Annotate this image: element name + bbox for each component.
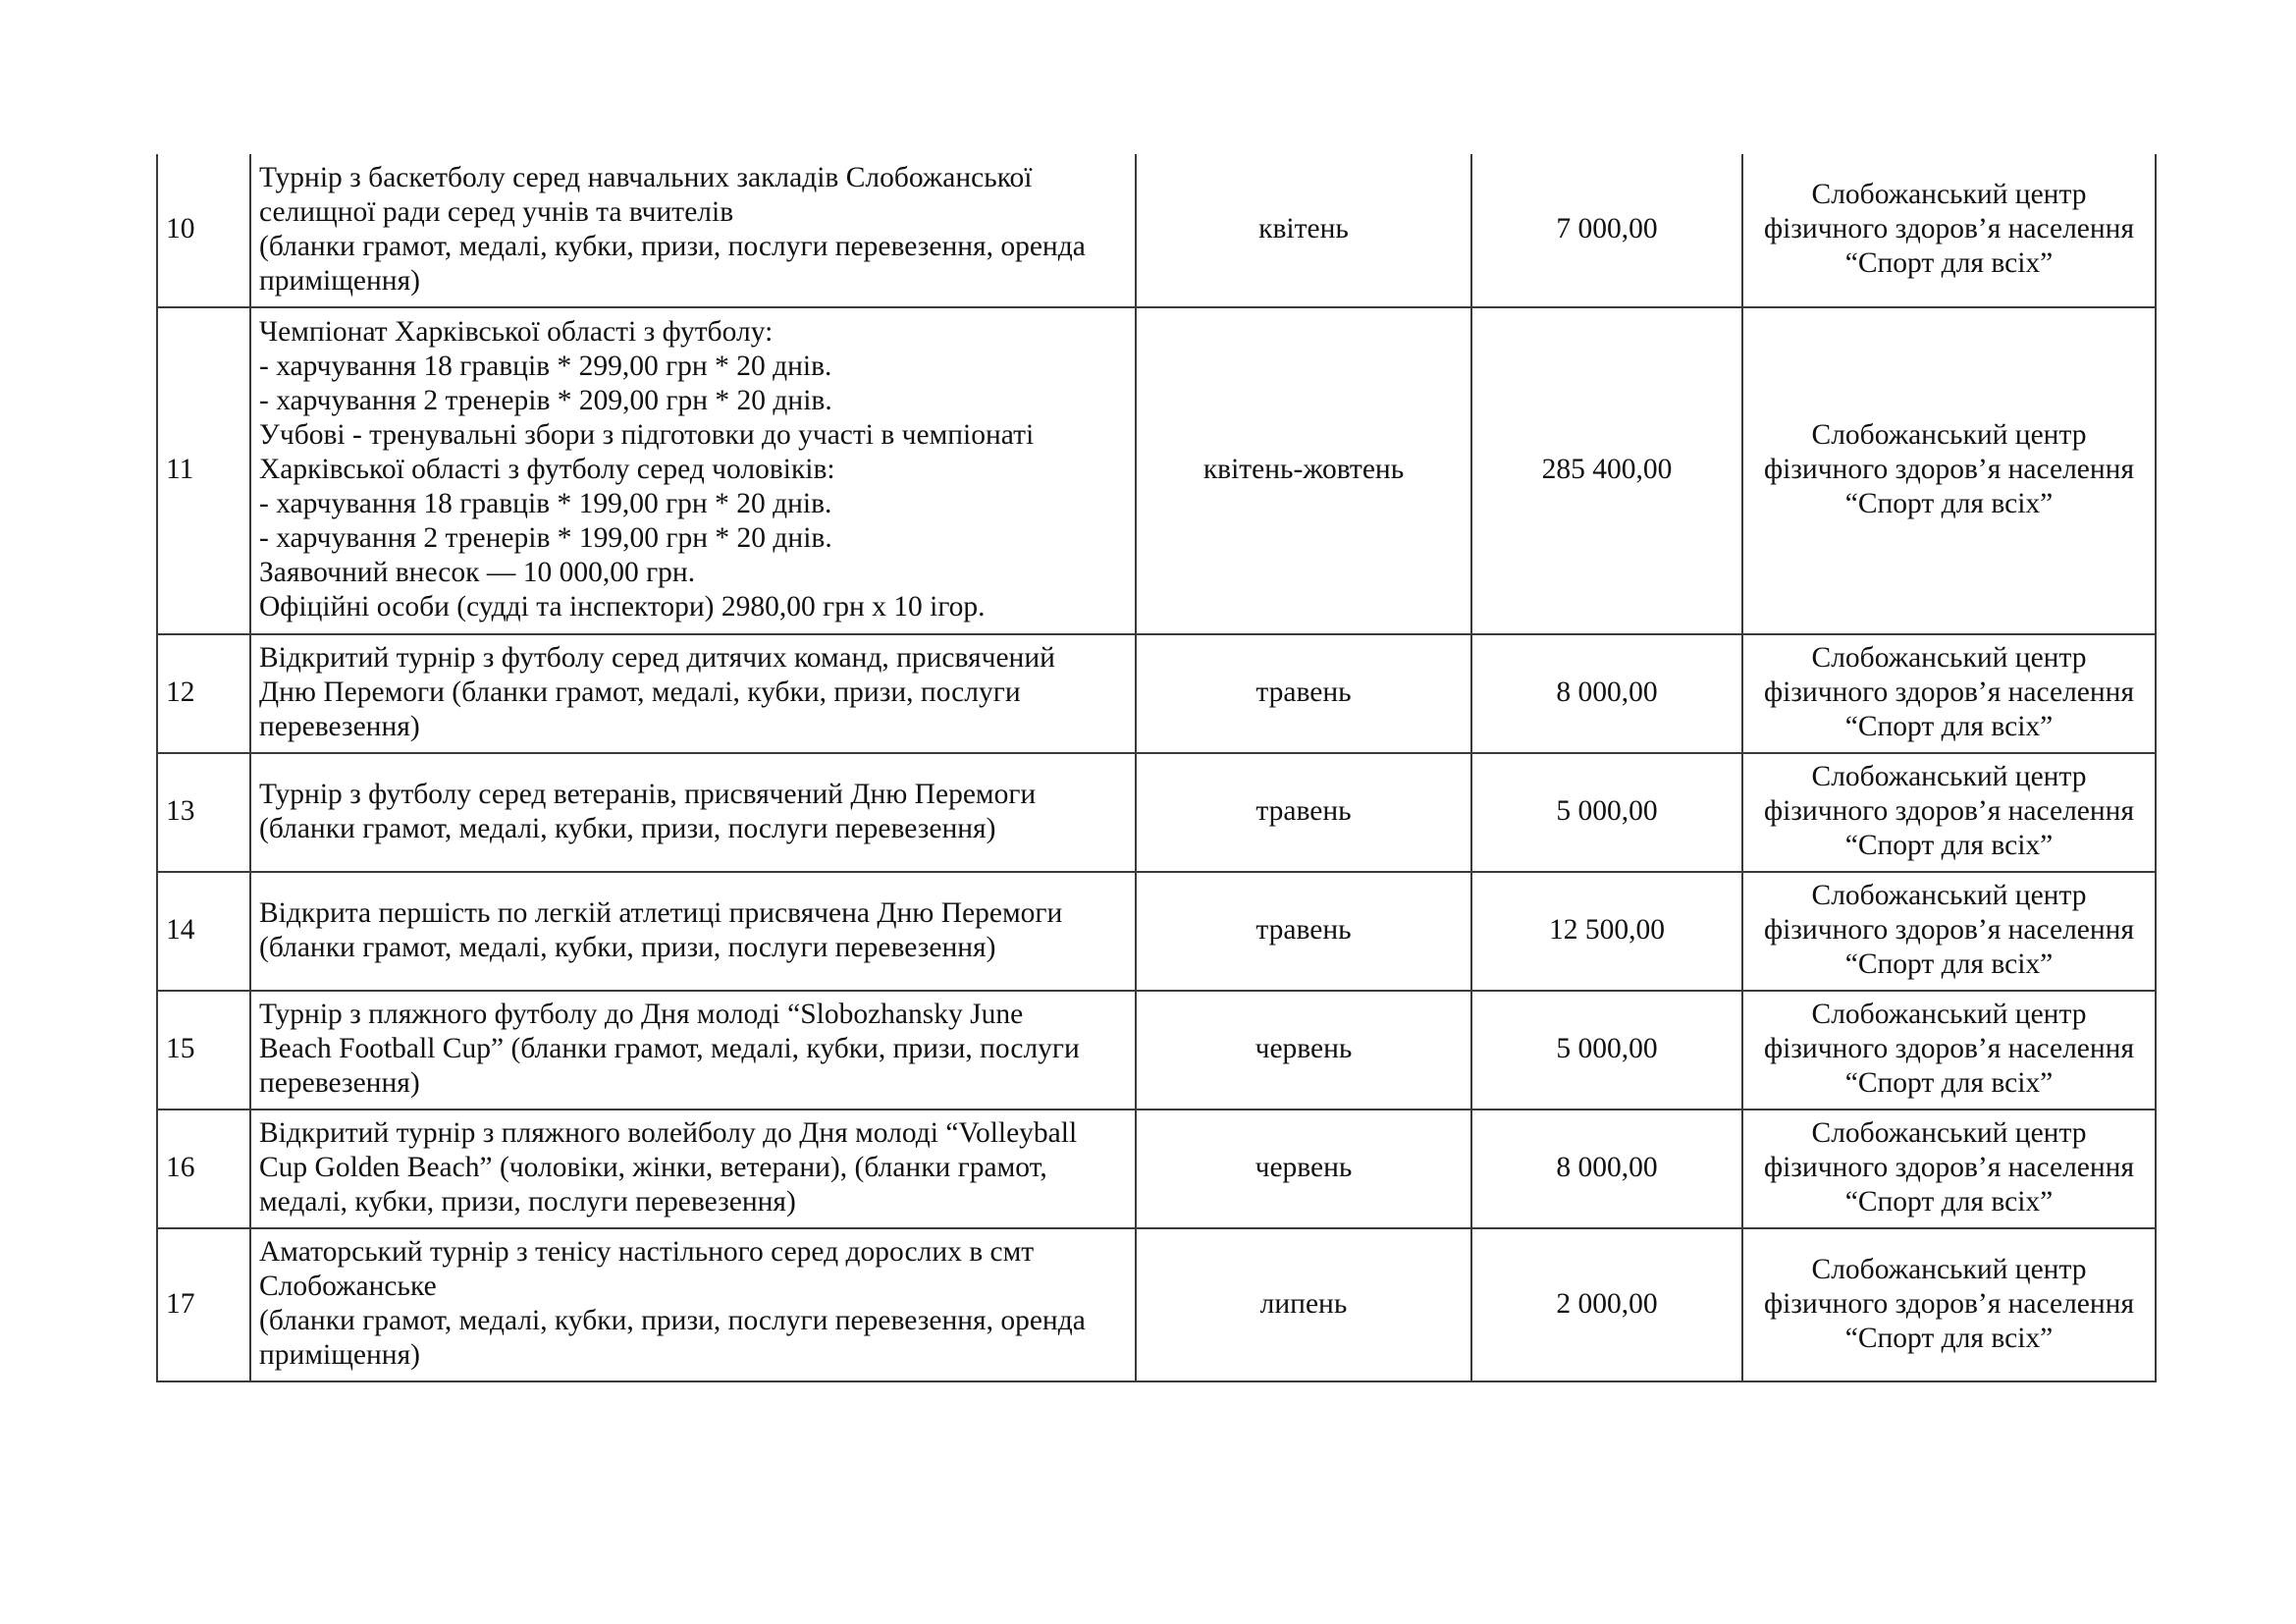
cell-line: Харківської області з футболу серед чоловіків:: [259, 454, 835, 485]
event-month: квітень: [1136, 154, 1471, 307]
event-month: травень: [1136, 872, 1471, 991]
event-amount: 8 000,00: [1471, 634, 1742, 753]
cell-line: Аматорський турнір з тенісу настільного серед дорослих в смт: [259, 1236, 1035, 1268]
cell-line: Слобожанський центр: [1811, 1117, 2087, 1149]
cell-line: - харчування 18 гравців * 199,00 грн * 20 днів.: [259, 488, 832, 519]
event-description: [250, 154, 1136, 307]
cell-line: приміщення): [259, 1339, 420, 1371]
row-number: 16: [157, 1110, 250, 1228]
cell-line: фізичного здоров’я населення: [1763, 677, 2135, 708]
cell-line: Beach Football Cup” (бланки грамот, медалі, кубки, призи, послуги: [259, 1033, 1080, 1064]
event-organizer: [1742, 154, 2156, 307]
table-row: [157, 307, 2156, 634]
events-table: [156, 154, 2157, 1382]
event-description: [250, 1110, 1136, 1228]
event-organizer: [1742, 872, 2156, 991]
cell-line: Заявочний внесок — 10 000,00 грн.: [259, 557, 696, 588]
cell-line: Слобожанський центр: [1811, 880, 2087, 911]
cell-line: Слобожанський центр: [1811, 642, 2087, 674]
row-number: 11: [157, 307, 250, 634]
row-number: 17: [157, 1228, 250, 1381]
event-amount: 2 000,00: [1471, 1228, 1742, 1381]
cell-line: перевезення): [259, 711, 420, 742]
event-organizer: [1742, 1228, 2156, 1381]
cell-line: Турнір з пляжного футболу до Дня молоді “Slobozhansky June: [259, 999, 1024, 1030]
event-organizer: [1742, 1110, 2156, 1228]
table-row: [157, 1228, 2156, 1381]
cell-line: Відкритий турнір з пляжного волейболу до Дня молоді “Volleyball: [259, 1117, 1078, 1149]
event-description: [250, 307, 1136, 634]
cell-line: Чемпіонат Харківської області з футболу:: [259, 316, 774, 348]
event-organizer: [1742, 753, 2156, 872]
event-description: [250, 991, 1136, 1110]
table-row: [157, 1110, 2156, 1228]
event-month: червень: [1136, 991, 1471, 1110]
cell-line: - харчування 18 гравців * 299,00 грн * 20 днів.: [259, 351, 832, 382]
cell-line: Слобожанський центр: [1811, 419, 2087, 451]
event-description: [250, 872, 1136, 991]
cell-line: фізичного здоров’я населення: [1763, 213, 2135, 244]
row-number: 13: [157, 753, 250, 872]
cell-line: “Спорт для всіх”: [1844, 488, 2054, 519]
cell-line: “Спорт для всіх”: [1844, 1186, 2054, 1218]
cell-line: фізичного здоров’я населення: [1763, 795, 2135, 827]
row-number: 14: [157, 872, 250, 991]
event-month: травень: [1136, 753, 1471, 872]
event-amount: 5 000,00: [1471, 753, 1742, 872]
cell-line: Cup Golden Beach” (чоловіки, жінки, ветерани), (бланки грамот,: [259, 1152, 1047, 1183]
cell-line: Слобожанський центр: [1811, 761, 2087, 792]
event-amount: 12 500,00: [1471, 872, 1742, 991]
cell-line: Слобожанський центр: [1811, 999, 2087, 1030]
cell-line: медалі, кубки, призи, послуги перевезення): [259, 1186, 796, 1218]
event-organizer: [1742, 634, 2156, 753]
cell-line: Офіційні особи (судді та інспектори) 2980,00 грн х 10 ігор.: [259, 591, 986, 623]
cell-line: Турнір з футболу серед ветеранів, присвячений Дню Перемоги: [259, 778, 1037, 810]
cell-line: “Спорт для всіх”: [1844, 830, 2054, 861]
cell-line: (бланки грамот, медалі, кубки, призи, послуги перевезення, оренда: [259, 230, 1086, 262]
row-number: 12: [157, 634, 250, 753]
cell-line: “Спорт для всіх”: [1844, 247, 2054, 279]
cell-line: - харчування 2 тренерів * 199,00 грн * 20 днів.: [259, 522, 832, 554]
event-organizer: [1742, 307, 2156, 634]
event-amount: 8 000,00: [1471, 1110, 1742, 1228]
event-description: [250, 1228, 1136, 1381]
cell-line: селищної ради серед учнів та вчителів: [259, 195, 734, 228]
event-month: червень: [1136, 1110, 1471, 1228]
cell-line: Відкритий турнір з футболу серед дитячих команд, присвячений: [259, 642, 1055, 674]
cell-line: Учбові - тренувальні збори з підготовки до участі в чемпіонаті: [259, 419, 1035, 451]
cell-line: Слобожанський центр: [1811, 1253, 2087, 1285]
cell-line: Слобожанське: [259, 1271, 437, 1302]
cell-line: перевезення): [259, 1067, 420, 1099]
cell-line: (бланки грамот, медалі, кубки, призи, послуги перевезення): [259, 931, 996, 963]
event-month: квітень-жовтень: [1136, 307, 1471, 634]
cell-line: фізичного здоров’я населення: [1763, 1152, 2135, 1183]
event-month: липень: [1136, 1228, 1471, 1381]
event-amount: 285 400,00: [1471, 307, 1742, 634]
cell-line: “Спорт для всіх”: [1844, 1322, 2054, 1354]
cell-line: фізичного здоров’я населення: [1763, 1287, 2135, 1320]
event-amount: 5 000,00: [1471, 991, 1742, 1110]
events-table-body: [157, 154, 2156, 1381]
table-row: [157, 753, 2156, 872]
cell-line: фізичного здоров’я населення: [1763, 914, 2135, 946]
event-description: [250, 634, 1136, 753]
cell-line: Дню Перемоги (бланки грамот, медалі, кубки, призи, послуги: [259, 677, 1021, 708]
cell-line: фізичного здоров’я населення: [1763, 1033, 2135, 1064]
event-description: [250, 753, 1136, 872]
cell-line: “Спорт для всіх”: [1844, 1067, 2054, 1099]
cell-line: Турнір з баскетболу серед навчальних закладів Слобожанської: [259, 161, 1033, 193]
table-row: [157, 991, 2156, 1110]
cell-line: “Спорт для всіх”: [1844, 711, 2054, 742]
cell-line: Відкрита першість по легкій атлетиці присвячена Дню Перемоги: [259, 896, 1063, 929]
row-number: 10: [157, 154, 250, 307]
event-organizer: [1742, 991, 2156, 1110]
event-amount: 7 000,00: [1471, 154, 1742, 307]
table-row: [157, 634, 2156, 753]
cell-line: приміщення): [259, 264, 420, 297]
table-row: [157, 872, 2156, 991]
row-number: 15: [157, 991, 250, 1110]
cell-line: Слобожанський центр: [1811, 179, 2087, 210]
cell-line: (бланки грамот, медалі, кубки, призи, послуги перевезення, оренда: [259, 1305, 1086, 1336]
cell-line: фізичного здоров’я населення: [1763, 454, 2135, 485]
event-month: травень: [1136, 634, 1471, 753]
cell-line: (бланки грамот, медалі, кубки, призи, послуги перевезення): [259, 812, 996, 844]
table-row: [157, 154, 2156, 307]
cell-line: - харчування 2 тренерів * 209,00 грн * 20 днів.: [259, 385, 832, 416]
cell-line: “Спорт для всіх”: [1844, 948, 2054, 980]
